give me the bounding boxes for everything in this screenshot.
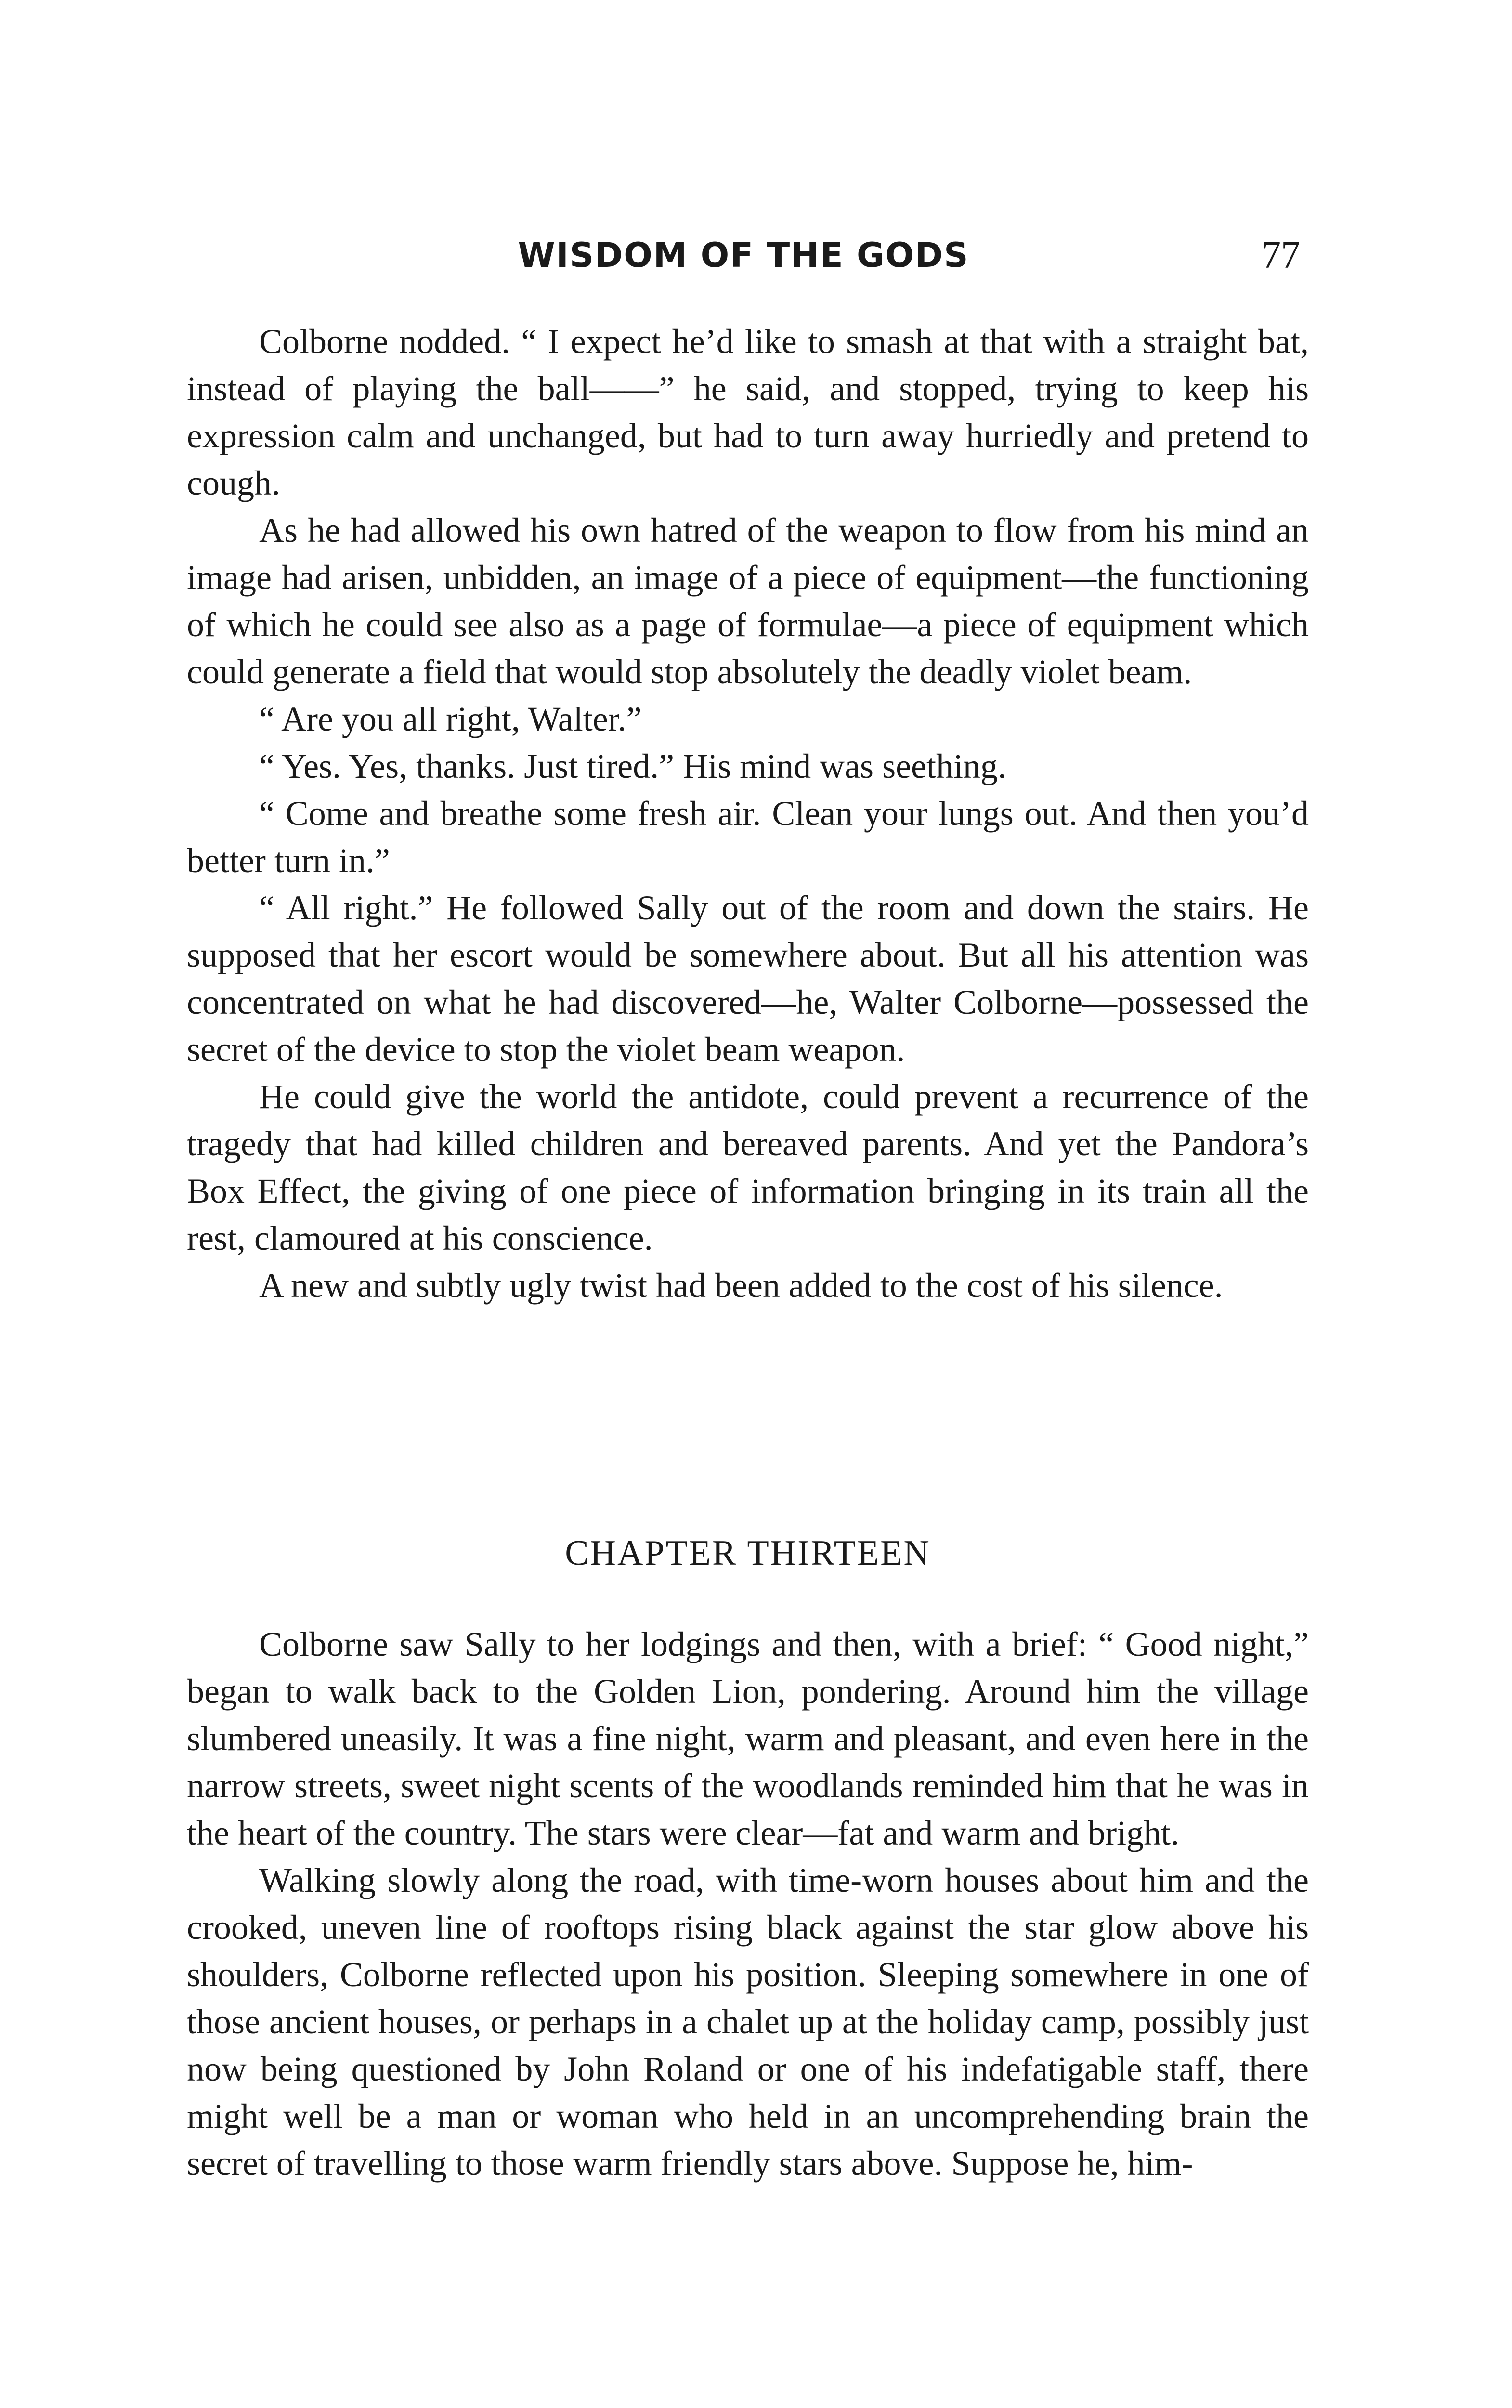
body-text-section-2	[187, 1621, 1309, 2187]
paragraph: Colborne nodded. “ I expect he’d like to smash at that with a straight bat, instead of playing the ball——” he said, and stopped, trying to keep his expression calm and unchanged, but had to turn away hurriedly and pretend to cough.	[187, 322, 1309, 502]
paragraph: A new and subtly ugly twist had been added to the cost of his silence.	[259, 1266, 1223, 1305]
page-number: 77	[1262, 234, 1300, 276]
paragraph: He could give the world the antidote, could prevent a recurrence of the tragedy that had killed children and bereaved parents. And yet the Pandora’s Box Effect, the giving of one piece of information bringing in its train all the rest, clamoured at his conscience.	[187, 1077, 1309, 1257]
body-text-section-1	[187, 318, 1309, 1309]
paragraph: “ Yes. Yes, thanks. Just tired.” His mind was seething.	[259, 747, 1007, 785]
running-title: WISDOM OF THE GODS	[518, 236, 969, 275]
chapter-heading: CHAPTER THIRTEEN	[565, 1533, 931, 1573]
paragraph: Walking slowly along the road, with time-worn houses about him and the crooked, uneven line of rooftops rising black against the star glow above his shoulders, Colborne reflected upon his position. Sleeping somewhere in one of those ancient houses, or perhaps in a chalet up at the holiday camp, possibly just now being questioned by John Roland or one of his indefatigable staff, there might well be a man or woman who held in an uncomprehending brain the secret of travelling to those warm friendly stars above. Suppose he, him-	[187, 1861, 1309, 2183]
page-header	[187, 226, 1300, 284]
paragraph: “ Come and breathe some fresh air. Clean your lungs out. And then you’d better turn in.”	[187, 794, 1309, 880]
paragraph: “ All right.” He followed Sally out of the room and down the stairs. He supposed that her escort would be somewhere about. But all his attention was concentrated on what he had discovered—he, Walter Colborne—possessed the secret of the device to stop the violet beam weapon.	[187, 889, 1309, 1069]
paragraph: “ Are you all right, Walter.”	[259, 700, 642, 738]
paragraph: Colborne saw Sally to her lodgings and then, with a brief: “ Good night,” began to walk back to the Golden Lion, pondering. Around him the village slumbered uneasily. It was a fine night, warm and pleasant, and even here in the narrow streets, sweet night scents of the woodlands reminded him that he was in the heart of the country. The stars were clear—fat and warm and bright.	[187, 1625, 1309, 1852]
paragraph: As he had allowed his own hatred of the weapon to flow from his mind an image had arisen, unbidden, an image of a piece of equipment—the functioning of which he could see also as a page of formulae—a piece of equipment which could generate a field that would stop absolutely the deadly violet beam.	[187, 511, 1309, 691]
